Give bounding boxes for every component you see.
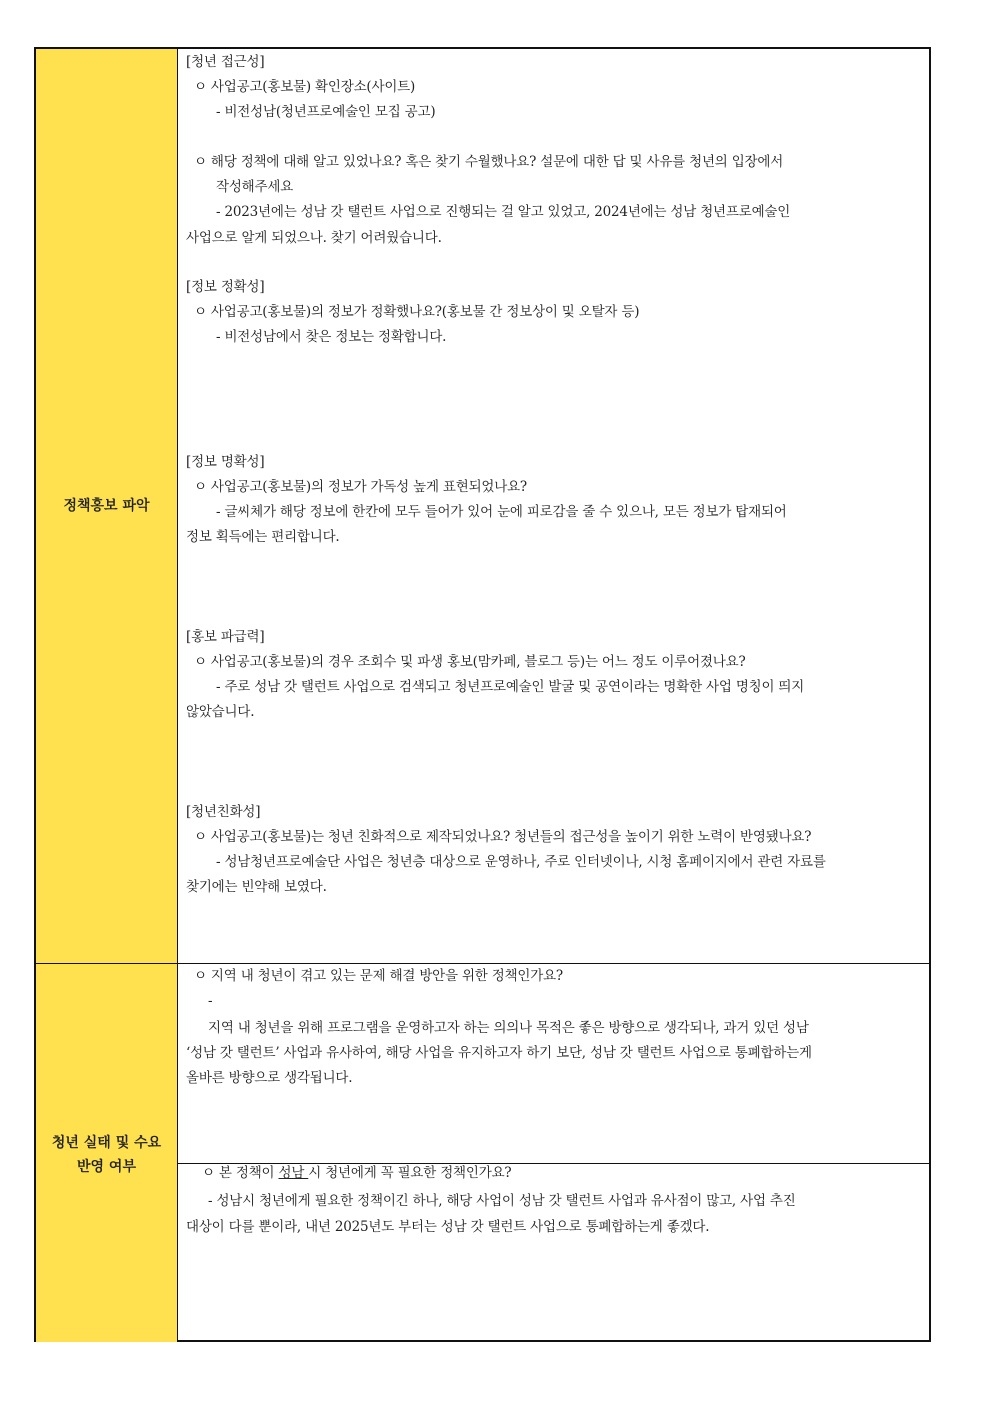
- question-line: ㅇ 사업공고(홍보물)는 청년 친화적으로 제작되었나요? 청년들의 접근성을 높이기 위한 노력이 반영됐나요?: [194, 829, 812, 845]
- section-label-youth-demand: [36, 964, 178, 1342]
- question-text: 시 청년에게 꼭 필요한 정책인가요?: [308, 1165, 512, 1181]
- subheading-info-clarity: [정보 명확성]: [186, 454, 265, 470]
- answer-line-cont: ‘성남 갓 탤런트’ 사업과 유사하여, 해당 사업을 유지하고자 하기 보단, 성남 갓 탤런트 사업으로 통폐합하는게: [186, 1045, 812, 1061]
- answer-line: - 글씨체가 해당 정보에 한칸에 모두 들어가 있어 눈에 피로감을 줄 수 있으나, 모든 정보가 탑재되어: [216, 504, 787, 520]
- answer-line-cont: 사업으로 알게 되었으나. 찾기 어려웠습니다.: [186, 230, 442, 246]
- question-line: ㅇ 사업공고(홍보물)의 경우 조회수 및 파생 홍보(맘카페, 블로그 등)는 어느 정도 이루어졌나요?: [194, 654, 746, 670]
- question-line: [202, 1164, 511, 1182]
- answer-line-cont: 올바른 방향으로 생각됩니다.: [186, 1070, 353, 1086]
- answer-line-cont: 대상이 다를 뿐이라, 내년 2025년도 부터는 성남 갓 탤런트 사업으로 통폐합하는게 좋겠다.: [186, 1219, 710, 1235]
- answer-line: - 성남시 청년에게 필요한 정책이긴 하나, 해당 사업이 성남 갓 탤런트 사업과 유사점이 많고, 사업 추진: [208, 1193, 796, 1209]
- section-label-line: 반영 여부: [77, 1159, 136, 1175]
- answer-text: - 2023년에는 성남 갓 탤런트 사업으로 진행되는 걸 알고 있었고, 2024년에는 성남 청년프로예술인: [216, 204, 791, 220]
- answer-dash: -: [208, 993, 213, 1009]
- answer-line: - 비전성남(청년프로예술인 모집 공고): [216, 104, 436, 120]
- question-line: ㅇ 사업공고(홍보물)의 정보가 정확했나요?(홍보물 간 정보상이 및 오탈자 등): [194, 304, 640, 320]
- section-label-text: [36, 1131, 177, 1179]
- subheading-youth-accessibility: [청년 접근성]: [186, 54, 265, 70]
- section-label-policy-promotion: [36, 49, 178, 963]
- question-line: ㅇ 사업공고(홍보물)의 정보가 가독성 높게 표현되었나요?: [194, 479, 527, 495]
- answer-line: [216, 203, 919, 221]
- city-blank: 성남: [278, 1165, 309, 1181]
- subsection-necessity: [178, 1164, 929, 1342]
- answer-line: - 비전성남에서 찾은 정보는 정확합니다.: [216, 329, 447, 345]
- subheading-promotion-reach: [홍보 파급력]: [186, 629, 265, 645]
- section-content-policy-promotion: [178, 49, 929, 963]
- subheading-info-accuracy: [정보 정확성]: [186, 279, 265, 295]
- question-line-cont: 작성해주세요: [216, 179, 294, 195]
- answer-line: - 성남청년프로예술단 사업은 청년층 대상으로 운영하나, 주로 인터넷이나, 시청 홈페이지에서 관련 자료를: [216, 854, 826, 870]
- section-label-text: 정책홍보 파악: [63, 498, 150, 514]
- answer-line: - 주로 성남 갓 탤런트 사업으로 검색되고 청년프로예술인 발굴 및 공연이라는 명확한 사업 명칭이 띄지: [216, 679, 805, 695]
- subsection-problem-solving: [178, 964, 929, 1163]
- question-line: ㅇ 사업공고(홍보물) 확인장소(사이트): [194, 79, 416, 95]
- evaluation-table: [34, 47, 931, 1342]
- answer-line-cont: 찾기에는 빈약해 보였다.: [186, 879, 327, 895]
- answer-line-cont: 않았습니다.: [186, 704, 255, 720]
- subheading-youth-friendliness: [청년친화성]: [186, 804, 261, 820]
- question-text: ㅇ 본 정책이: [202, 1165, 279, 1181]
- answer-line-cont: 정보 획득에는 편리합니다.: [186, 529, 340, 545]
- question-line: ㅇ 지역 내 청년이 겪고 있는 문제 해결 방안을 위한 정책인가요?: [194, 968, 563, 984]
- section-label-line: 청년 실태 및 수요: [51, 1135, 162, 1151]
- question-line: ㅇ 해당 정책에 대해 알고 있었나요? 혹은 찾기 수월했나요? 설문에 대한 답 및 사유를 청년의 입장에서: [194, 154, 784, 170]
- answer-line: 지역 내 청년을 위해 프로그램을 운영하고자 하는 의의나 목적은 좋은 방향으로 생각되나, 과거 있던 성남: [208, 1020, 809, 1036]
